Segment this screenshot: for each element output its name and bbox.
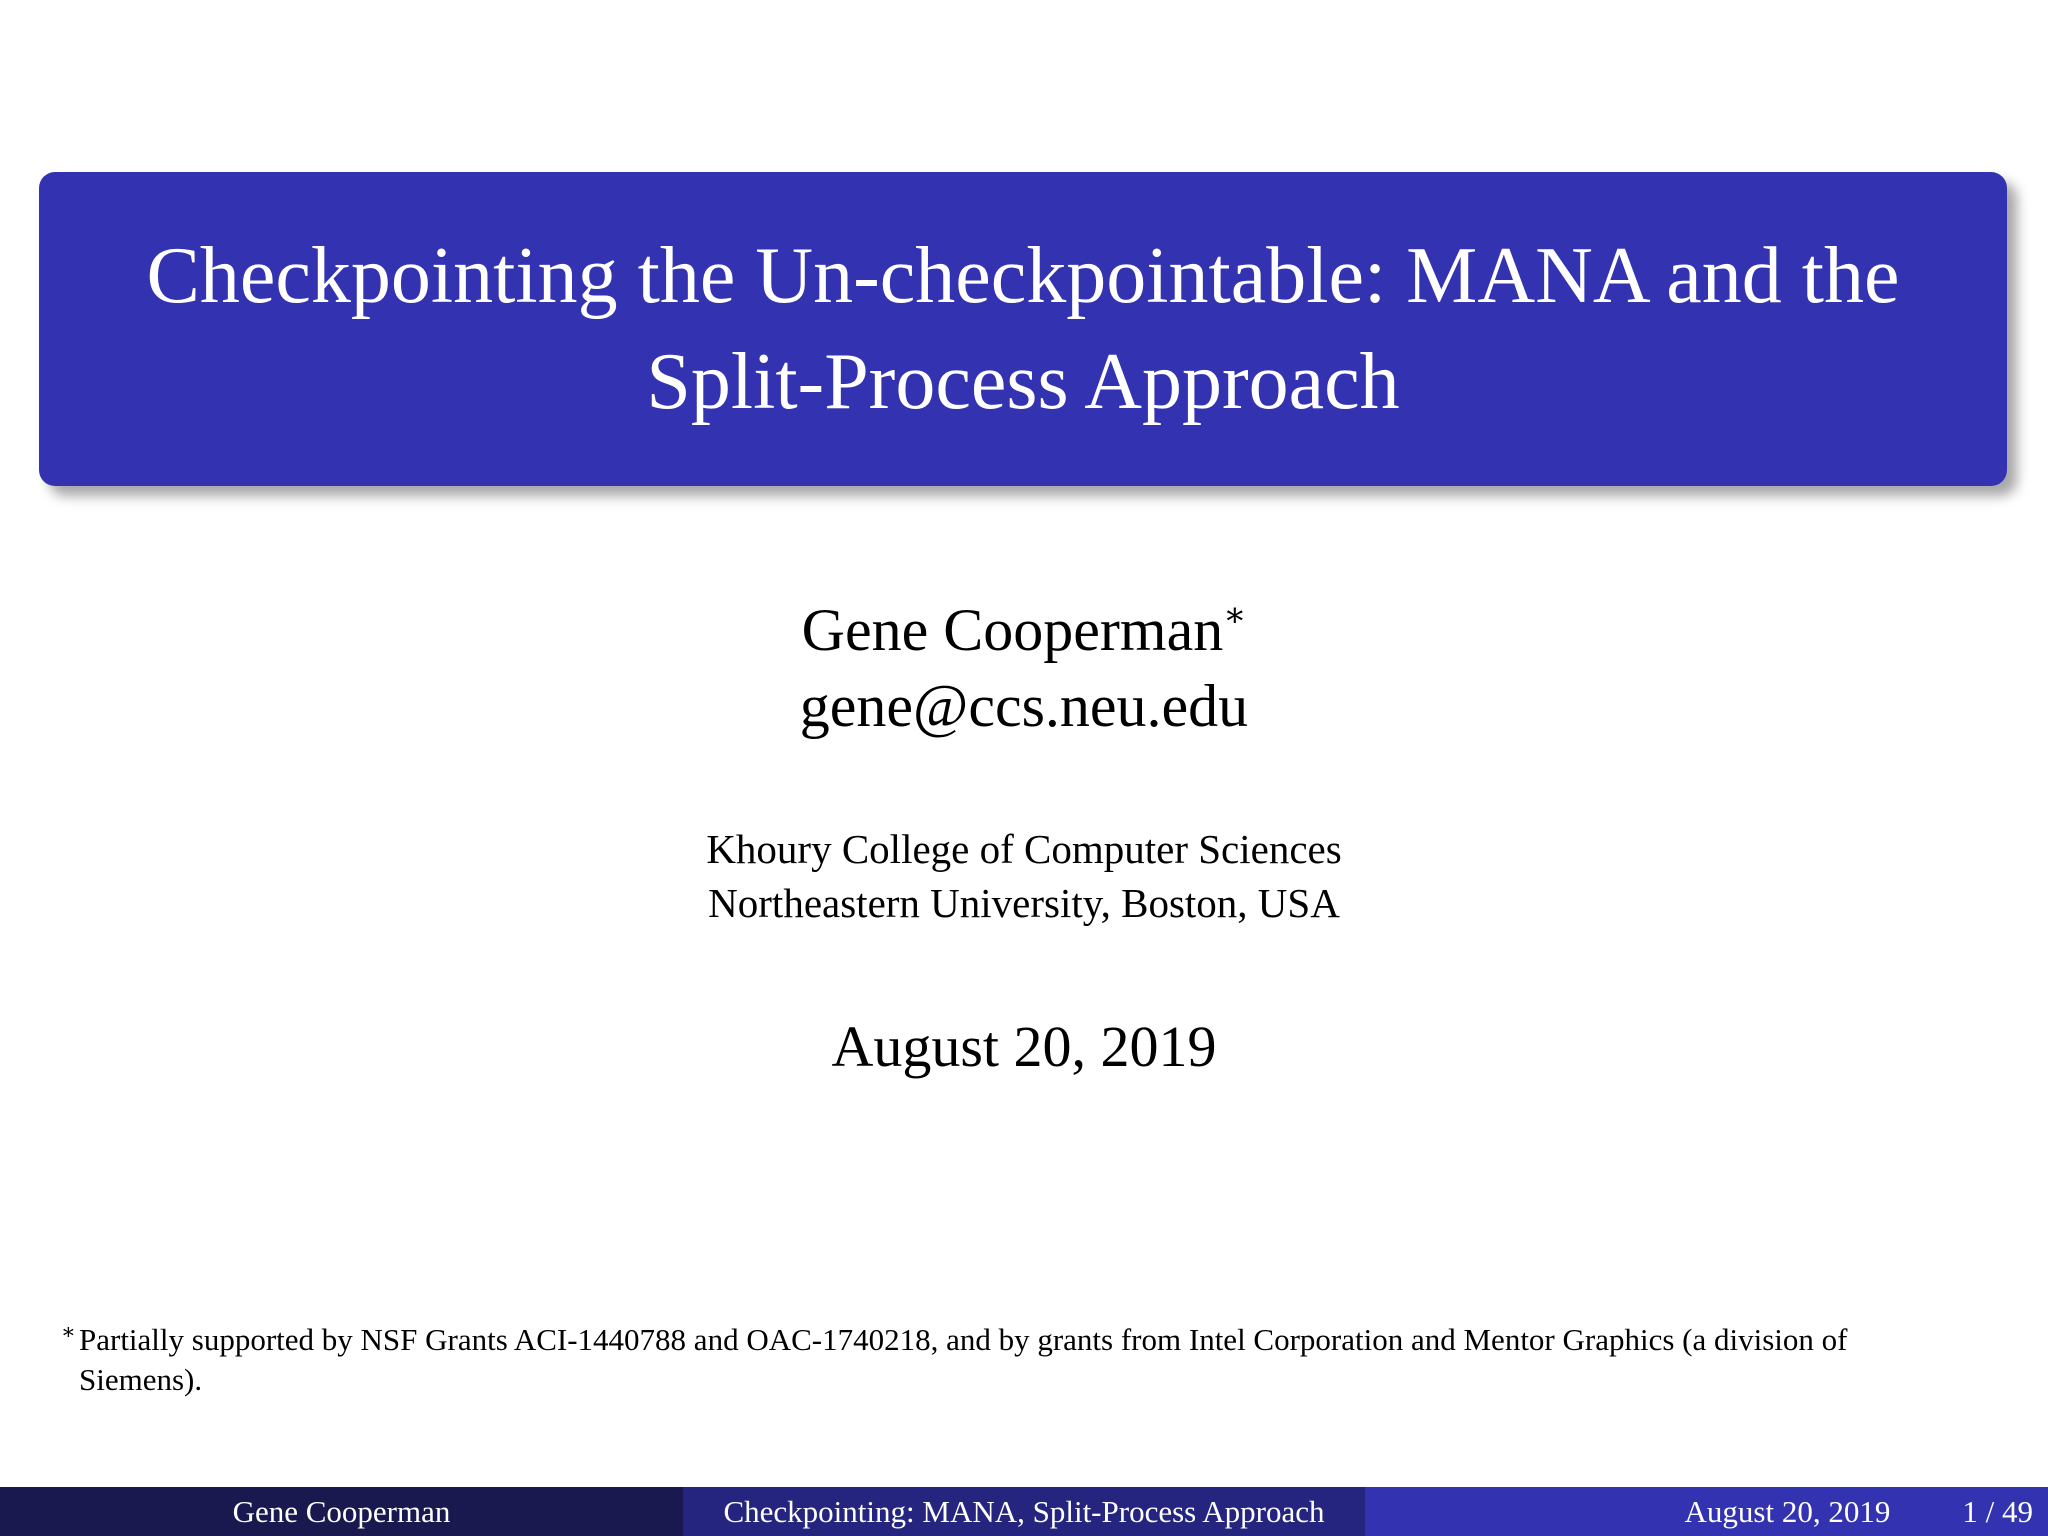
slide-date: August 20, 2019 (831, 1014, 1217, 1079)
institute-line-1: Khoury College of Computer Sciences (706, 826, 1342, 872)
author-name-line (0, 592, 2048, 668)
footnote-mark: ∗ (61, 1319, 76, 1344)
author-name: Gene Cooperman (801, 597, 1224, 663)
institute-line-2: Northeastern University, Boston, USA (708, 880, 1340, 926)
footer-bar (0, 1487, 2048, 1536)
author-block (0, 592, 2048, 744)
footer-right (1365, 1487, 2048, 1536)
title-line-2: Split-Process Approach (646, 338, 1400, 426)
author-email: gene@ccs.neu.edu (799, 673, 1249, 739)
footer-short-title: Checkpointing: MANA, Split-Process Approach (683, 1487, 1365, 1536)
title-line-1: Checkpointing the Un-checkpointable: MANA and the (146, 232, 1900, 320)
footer-page-number: 1 / 49 (1962, 1494, 2033, 1529)
institute-block (0, 822, 2048, 930)
title-box (39, 172, 2007, 486)
footnote (61, 1319, 2019, 1400)
footer-author: Gene Cooperman (0, 1487, 683, 1536)
footer-date: August 20, 2019 (1684, 1494, 1891, 1529)
footnote-line-2: Siemens). (79, 1362, 203, 1397)
author-footnote-mark: ∗ (1223, 597, 1247, 634)
footnote-line-1: Partially supported by NSF Grants ACI-1440788 and OAC-1740218, and by grants from Intel Corporation and Mentor Graphics (a division of (79, 1322, 1848, 1357)
